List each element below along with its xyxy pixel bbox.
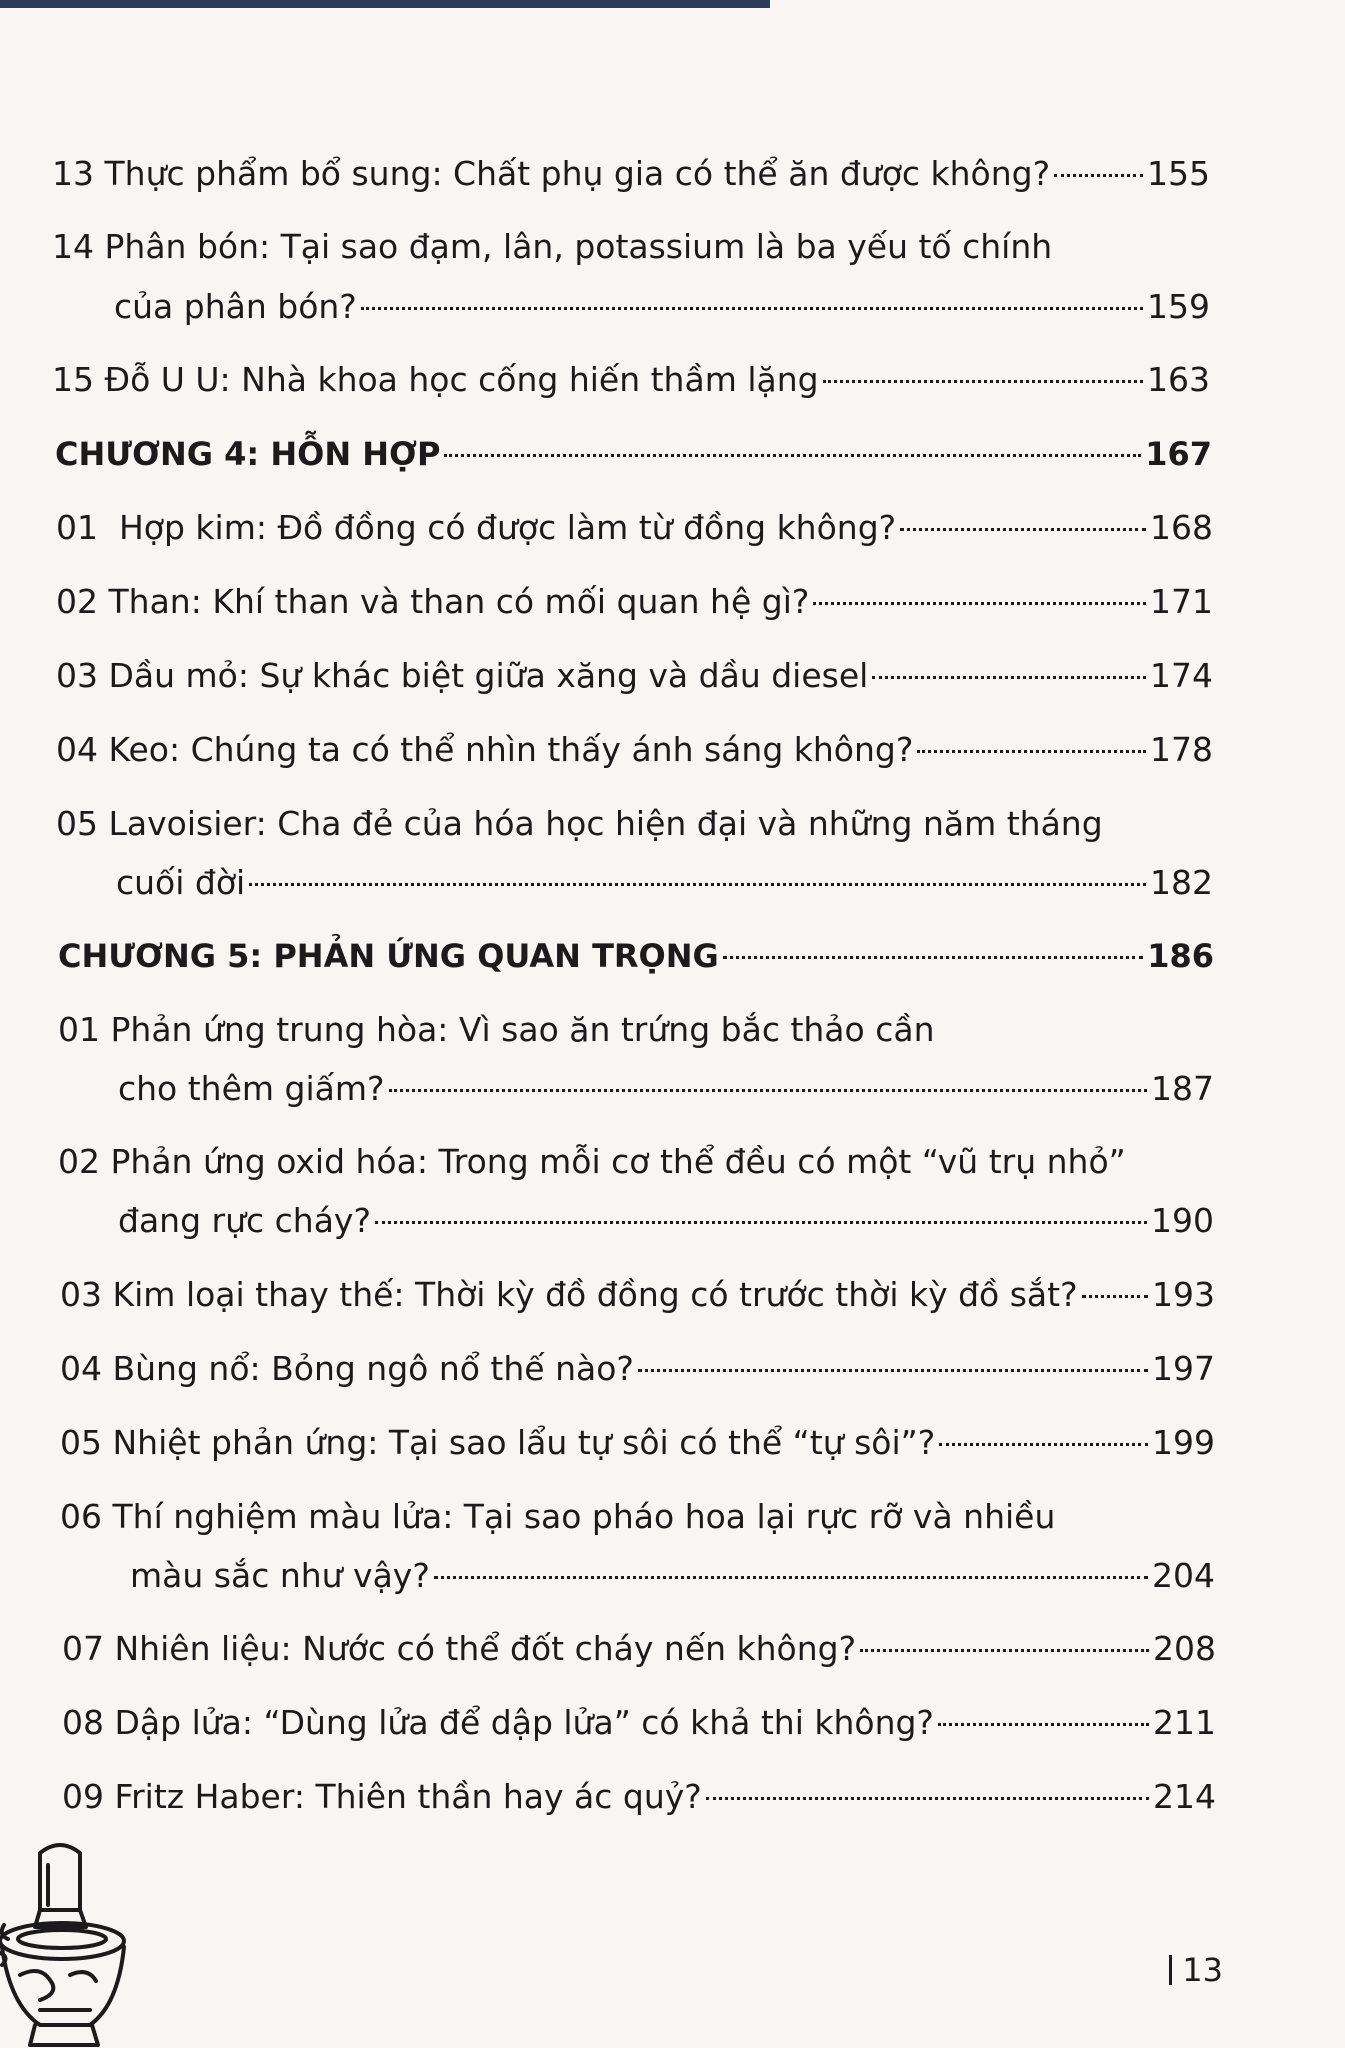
toc-entry [58,1008,1214,1052]
entry-page: 193 [1152,1275,1215,1314]
toc-entry [56,654,1213,698]
toc-entry-continued [118,1067,1214,1111]
entry-page: 178 [1150,730,1213,769]
page-number-divider [1169,1955,1172,1985]
toc-entry [56,580,1213,624]
entry-page: 171 [1150,582,1213,621]
chapter-page: 186 [1147,937,1214,975]
entry-title-line2: cuối đời [116,863,246,902]
dot-leader [375,1221,1147,1224]
entry-title: Dập lửa: “Dùng lửa để dập lửa” có khả thi không? [114,1703,934,1742]
entry-number: 08 [62,1703,104,1742]
toc-entry-continued [114,285,1210,329]
entry-title: Nhiệt phản ứng: Tại sao lẩu tự sôi có thể “tự sôi”? [112,1423,936,1462]
entry-page: 168 [1150,508,1213,547]
page-number-text: 13 [1182,1951,1223,1989]
entry-number: 09 [62,1777,104,1816]
entry-page: 163 [1147,360,1210,399]
chapter-heading [55,432,1212,476]
dot-leader [1082,1295,1148,1298]
entry-page: 187 [1151,1069,1214,1108]
dot-leader [249,883,1146,886]
entry-title: Dầu mỏ: Sự khác biệt giữa xăng và dầu diesel [108,656,869,695]
toc-entry [62,1627,1216,1671]
entry-page: 174 [1150,656,1213,695]
chapter-title: CHƯƠNG 5: PHẢN ỨNG QUAN TRỌNG [58,937,719,975]
toc-entry [56,802,1213,846]
dot-leader [939,1443,1148,1446]
entry-number: 13 [52,154,94,193]
entry-page: 190 [1151,1201,1214,1240]
entry-number: 15 [52,360,94,399]
dot-leader [638,1369,1148,1372]
toc-entry [52,225,1210,269]
toc-entry [60,1273,1215,1317]
entry-number: 05 [56,804,98,843]
entry-title-line2: màu sắc như vậy? [130,1556,430,1595]
entry-title-line2: của phân bón? [114,287,357,326]
toc-entry [56,506,1213,550]
entry-page: 204 [1152,1556,1215,1595]
toc-entry [62,1775,1216,1819]
toc-entry-continued [118,1199,1214,1243]
entry-title: Hợp kim: Đồ đồng có được làm từ đồng không? [118,508,897,547]
entry-number: 03 [60,1275,102,1314]
entry-number: 01 [56,508,98,547]
dot-leader [723,956,1143,959]
dot-leader [813,602,1146,605]
toc-entry-continued [130,1554,1215,1598]
entry-number: 01 [58,1010,100,1049]
entry-number: 06 [60,1497,102,1536]
entry-title-line2: đang rực cháy? [118,1201,371,1240]
toc-entry [60,1421,1215,1465]
chapter-title: CHƯƠNG 4: HỖN HỢP [55,435,441,473]
hotpot-icon [0,1835,140,2048]
entry-title: Keo: Chúng ta có thể nhìn thấy ánh sáng không? [108,730,914,769]
dot-leader [823,380,1143,383]
entry-title-line1: Lavoisier: Cha đẻ của hóa học hiện đại và những năm tháng [108,804,1103,843]
dot-leader [1054,174,1143,177]
chapter-page: 167 [1145,435,1212,473]
entry-page: 214 [1153,1777,1216,1816]
entry-page: 159 [1147,287,1210,326]
entry-title: Than: Khí than và than có mối quan hệ gì? [108,582,810,621]
toc-entry [56,728,1213,772]
entry-title-line1: Phân bón: Tại sao đạm, lân, potassium là ba yếu tố chính [104,227,1053,266]
entry-page: 197 [1152,1349,1215,1388]
toc-entry [58,1140,1214,1184]
entry-page: 211 [1153,1703,1216,1742]
entry-number: 02 [56,582,98,621]
page-number [1169,1950,1223,1990]
entry-page: 182 [1150,863,1213,902]
entry-title: Kim loại thay thế: Thời kỳ đồ đồng có trước thời kỳ đồ sắt? [112,1275,1078,1314]
entry-title-line1: Phản ứng oxid hóa: Trong mỗi cơ thể đều có một “vũ trụ nhỏ” [110,1142,1126,1181]
dot-leader [389,1089,1147,1092]
dot-leader [900,528,1146,531]
toc-entry [60,1495,1215,1539]
entry-number: 03 [56,656,98,695]
entry-number: 07 [62,1629,104,1668]
entry-title-line2: cho thêm giấm? [118,1069,385,1108]
entry-title: Thực phẩm bổ sung: Chất phụ gia có thể ăn được không? [104,154,1051,193]
entry-title-line1: Phản ứng trung hòa: Vì sao ăn trứng bắc thảo cần [110,1010,935,1049]
dot-leader [917,750,1146,753]
entry-page: 199 [1152,1423,1215,1462]
dot-leader [938,1723,1149,1726]
entry-number: 04 [56,730,98,769]
entry-page: 208 [1153,1629,1216,1668]
toc-entry [62,1701,1216,1745]
entry-title-line1: Thí nghiệm màu lửa: Tại sao pháo hoa lại rực rỡ và nhiều [112,1497,1056,1536]
toc-entry-continued [116,861,1213,905]
toc-entry [52,358,1210,402]
entry-number: 14 [52,227,94,266]
toc-entry [52,152,1210,196]
entry-number: 02 [58,1142,100,1181]
entry-title: Đỗ U U: Nhà khoa học cống hiến thầm lặng [104,360,819,399]
entry-number: 05 [60,1423,102,1462]
dot-leader [444,454,1141,457]
toc-entry [60,1347,1215,1391]
entry-page: 155 [1147,154,1210,193]
entry-title: Fritz Haber: Thiên thần hay ác quỷ? [114,1777,702,1816]
entry-number: 04 [60,1349,102,1388]
dot-leader [860,1649,1149,1652]
chapter-heading [58,934,1214,978]
dot-leader [361,307,1143,310]
entry-title: Nhiên liệu: Nước có thể đốt cháy nến không? [114,1629,857,1668]
entry-title: Bùng nổ: Bỏng ngô nổ thế nào? [112,1349,634,1388]
dot-leader [434,1576,1148,1579]
dot-leader [872,676,1146,679]
dot-leader [706,1797,1149,1800]
